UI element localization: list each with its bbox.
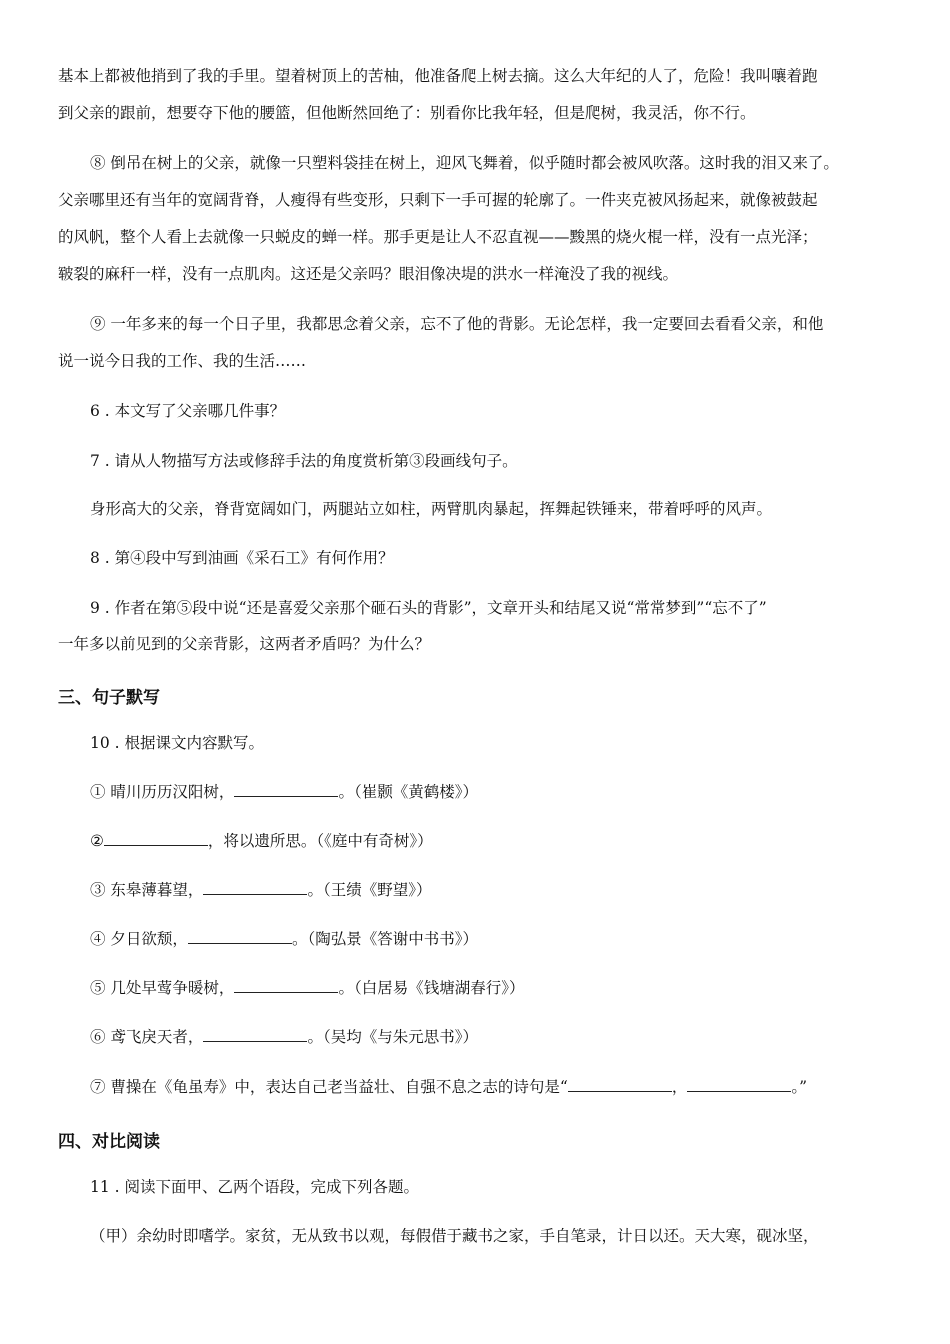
fill-item-text: ⑦ 曹操在《龟虽寿》中，表达自己老当益壮、自强不息之志的诗句是“ (90, 1078, 568, 1096)
fill-item-text: ② (90, 832, 104, 850)
fill-item-source: 。（王绩《野望》） (307, 881, 432, 899)
fill-item-6 (90, 1027, 478, 1047)
fill-item-text: ① 晴川历历汉阳树， (90, 783, 235, 801)
answer-blank (234, 782, 338, 797)
fill-item-7 (90, 1077, 807, 1097)
fill-item-end: 。” (791, 1078, 808, 1096)
answer-blank (104, 831, 208, 846)
fill-item-text: ④ 夕日欲颓， (90, 930, 188, 948)
answer-blank (188, 929, 292, 944)
passage-paragraph-8: ⑧ 倒吊在树上的父亲，就像一只塑料袋挂在树上，迎风飞舞着，似乎随时都会被风吹落。这时我的泪又来了。 (90, 154, 839, 172)
passage-jia: （甲）余幼时即嗜学。家贫，无从致书以观，每假借于藏书之家，手自笔录，计日以还。天大寒，砚冰坚， (90, 1227, 819, 1245)
fill-item-source: 。（吴均《与朱元思书》） (307, 1028, 478, 1046)
passage-line: 皲裂的麻秆一样，没有一点肌肉。这还是父亲吗？眼泪像决堤的洪水一样淹没了我的视线。 (58, 265, 679, 283)
fill-item-text: ③ 东皋薄暮望， (90, 881, 204, 899)
fill-item-source: 。（白居易《钱塘湖春行》） (338, 979, 525, 997)
fill-item-2 (90, 831, 433, 851)
passage-line: 说一说今日我的工作、我的生活…… (58, 352, 307, 370)
question-10: 10 . 根据课文内容默写。 (90, 734, 265, 752)
question-6: 6 . 本文写了父亲哪几件事？ (90, 402, 286, 420)
passage-line: 父亲哪里还有当年的宽阔背脊，人瘦得有些变形，只剩下一手可握的轮廓了。一件夹克被风扬起来，就像被鼓起 (58, 191, 818, 209)
fill-item-source: 。（陶弘景《答谢中书书》） (291, 930, 478, 948)
answer-blank (568, 1077, 672, 1092)
fill-item-source: ，将以遗所思。（《庭中有奇树》） (207, 832, 433, 850)
question-7: 7 . 请从人物描写方法或修辞手法的角度赏析第③段画线句子。 (90, 452, 518, 470)
fill-item-source: 。（崔颢《黄鹤楼》） (338, 783, 478, 801)
question-9-cont: 一年多以前见到的父亲背影，这两者矛盾吗？为什么？ (58, 635, 431, 653)
answer-blank (203, 1027, 307, 1042)
answer-blank (687, 1077, 791, 1092)
fill-item-separator: ， (671, 1078, 688, 1096)
fill-item-1 (90, 782, 478, 802)
answer-blank (234, 978, 338, 993)
passage-line: 的风帆，整个人看上去就像一只蜕皮的蝉一样。那手更是让人不忍直视——黢黑的烧火棍一样，没有一点光泽； (58, 228, 818, 246)
fill-item-text: ⑥ 鸢飞戾天者， (90, 1028, 204, 1046)
section-heading-3: 三、句子默写 (58, 688, 160, 708)
passage-line: 基本上都被他捎到了我的手里。望着树顶上的苦柚，他准备爬上树去摘。这么大年纪的人了，危险！我叫嚷着跑 (58, 67, 818, 85)
section-heading-4: 四、对比阅读 (58, 1132, 160, 1152)
fill-item-text: ⑤ 几处早莺争暖树， (90, 979, 235, 997)
passage-line: 到父亲的跟前，想要夺下他的腰篮，但他断然回绝了：别看你比我年轻，但是爬树，我灵活，你不行。 (58, 104, 756, 122)
fill-item-4 (90, 929, 478, 949)
passage-paragraph-9: ⑨ 一年多来的每一个日子里，我都思念着父亲，忘不了他的背影。无论怎样，我一定要回去看看父亲，和他 (90, 315, 824, 333)
question-7-quote: 身形高大的父亲，脊背宽阔如门，两腿站立如柱，两臂肌肉暴起，挥舞起铁锤来，带着呼呼的风声。 (90, 500, 773, 518)
question-9: 9 . 作者在第⑤段中说“还是喜爱父亲那个砸石头的背影”，文章开头和结尾又说“常常梦到”“忘不了” (90, 599, 767, 617)
question-11: 11 . 阅读下面甲、乙两个语段，完成下列各题。 (90, 1178, 420, 1196)
question-8: 8 . 第④段中写到油画《采石工》有何作用？ (90, 549, 394, 567)
fill-item-5 (90, 978, 524, 998)
answer-blank (203, 880, 307, 895)
fill-item-3 (90, 880, 431, 900)
